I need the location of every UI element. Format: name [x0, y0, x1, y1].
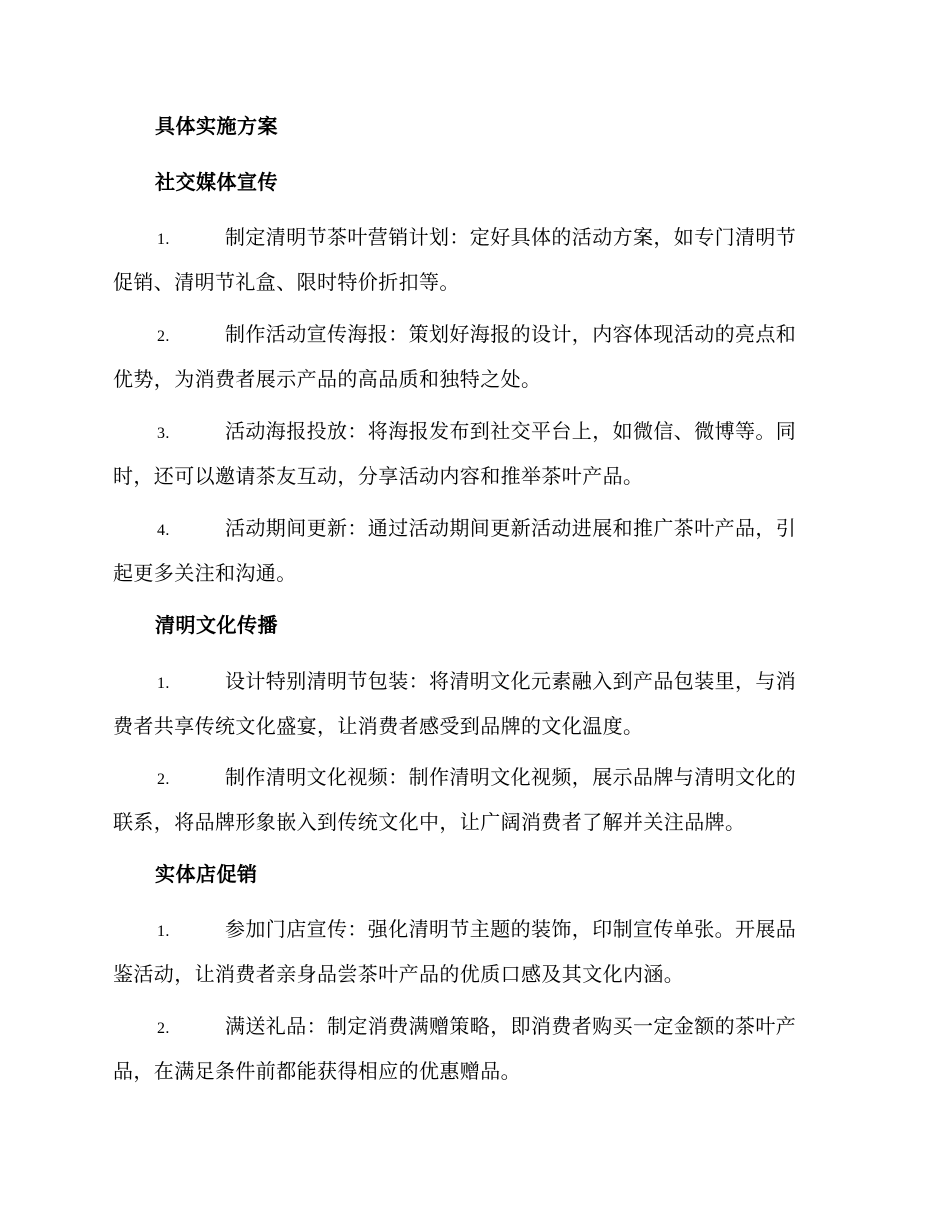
list-item-text: 制作活动宣传海报：策划好海报的设计，内容体现活动的亮点和: [225, 322, 797, 346]
section-heading-social-media: 社交媒体宣传: [155, 170, 278, 194]
list-item-text: 优势，为消费者展示产品的高品质和独特之处。: [113, 367, 542, 391]
list-item-number: 3.: [157, 425, 170, 442]
list-item-number: 2.: [157, 771, 170, 788]
list-item-number: 1.: [157, 231, 170, 248]
list-item-text: 设计特别清明节包装：将清明文化元素融入到产品包装里，与消: [225, 669, 797, 693]
list-item: [113, 660, 833, 747]
list-item: [113, 908, 833, 995]
section-heading-store-promotion: 实体店促销: [155, 862, 258, 886]
list-item: [113, 313, 833, 400]
section-heading-culture: 清明文化传播: [155, 613, 278, 637]
list-item-number: 4.: [157, 522, 170, 539]
list-item-number: 1.: [157, 675, 170, 692]
list-item-text: 时，还可以邀请茶友互动，分享活动内容和推举茶叶产品。: [113, 464, 644, 488]
list-item-text: 鉴活动，让消费者亲身品尝茶叶产品的优质口感及其文化内涵。: [113, 962, 685, 986]
list-item: [113, 507, 833, 594]
list-item-text: 活动海报投放：将海报发布到社交平台上，如微信、微博等。同: [225, 419, 797, 443]
list-item-text: 参加门店宣传：强化清明节主题的装饰，印制宣传单张。开展品: [225, 917, 797, 941]
list-item-text: 制定清明节茶叶营销计划：定好具体的活动方案，如专门清明节: [225, 225, 797, 249]
list-item-text: 起更多关注和沟通。: [113, 561, 297, 585]
list-item: [113, 216, 833, 303]
list-item-text: 费者共享传统文化盛宴，让消费者感受到品牌的文化温度。: [113, 714, 644, 738]
list-item-text: 活动期间更新：通过活动期间更新活动进展和推广茶叶产品，引: [225, 516, 797, 540]
list-item-number: 2.: [157, 328, 170, 345]
list-item: [113, 410, 833, 497]
list-item-number: 1.: [157, 923, 170, 940]
list-item-text: 满送礼品：制定消费满赠策略，即消费者购买一定金额的茶叶产: [225, 1014, 797, 1038]
list-item-text: 品，在满足条件前都能获得相应的优惠赠品。: [113, 1059, 521, 1083]
list-item-text: 促销、清明节礼盒、限时特价折扣等。: [113, 270, 460, 294]
list-item-text: 联系，将品牌形象嵌入到传统文化中，让广阔消费者了解并关注品牌。: [113, 810, 746, 834]
list-item-text: 制作清明文化视频：制作清明文化视频，展示品牌与清明文化的: [225, 765, 797, 789]
list-item: [113, 756, 833, 843]
list-item-number: 2.: [157, 1020, 170, 1037]
section-heading-implementation-plan: 具体实施方案: [155, 114, 278, 138]
list-item: [113, 1005, 833, 1092]
